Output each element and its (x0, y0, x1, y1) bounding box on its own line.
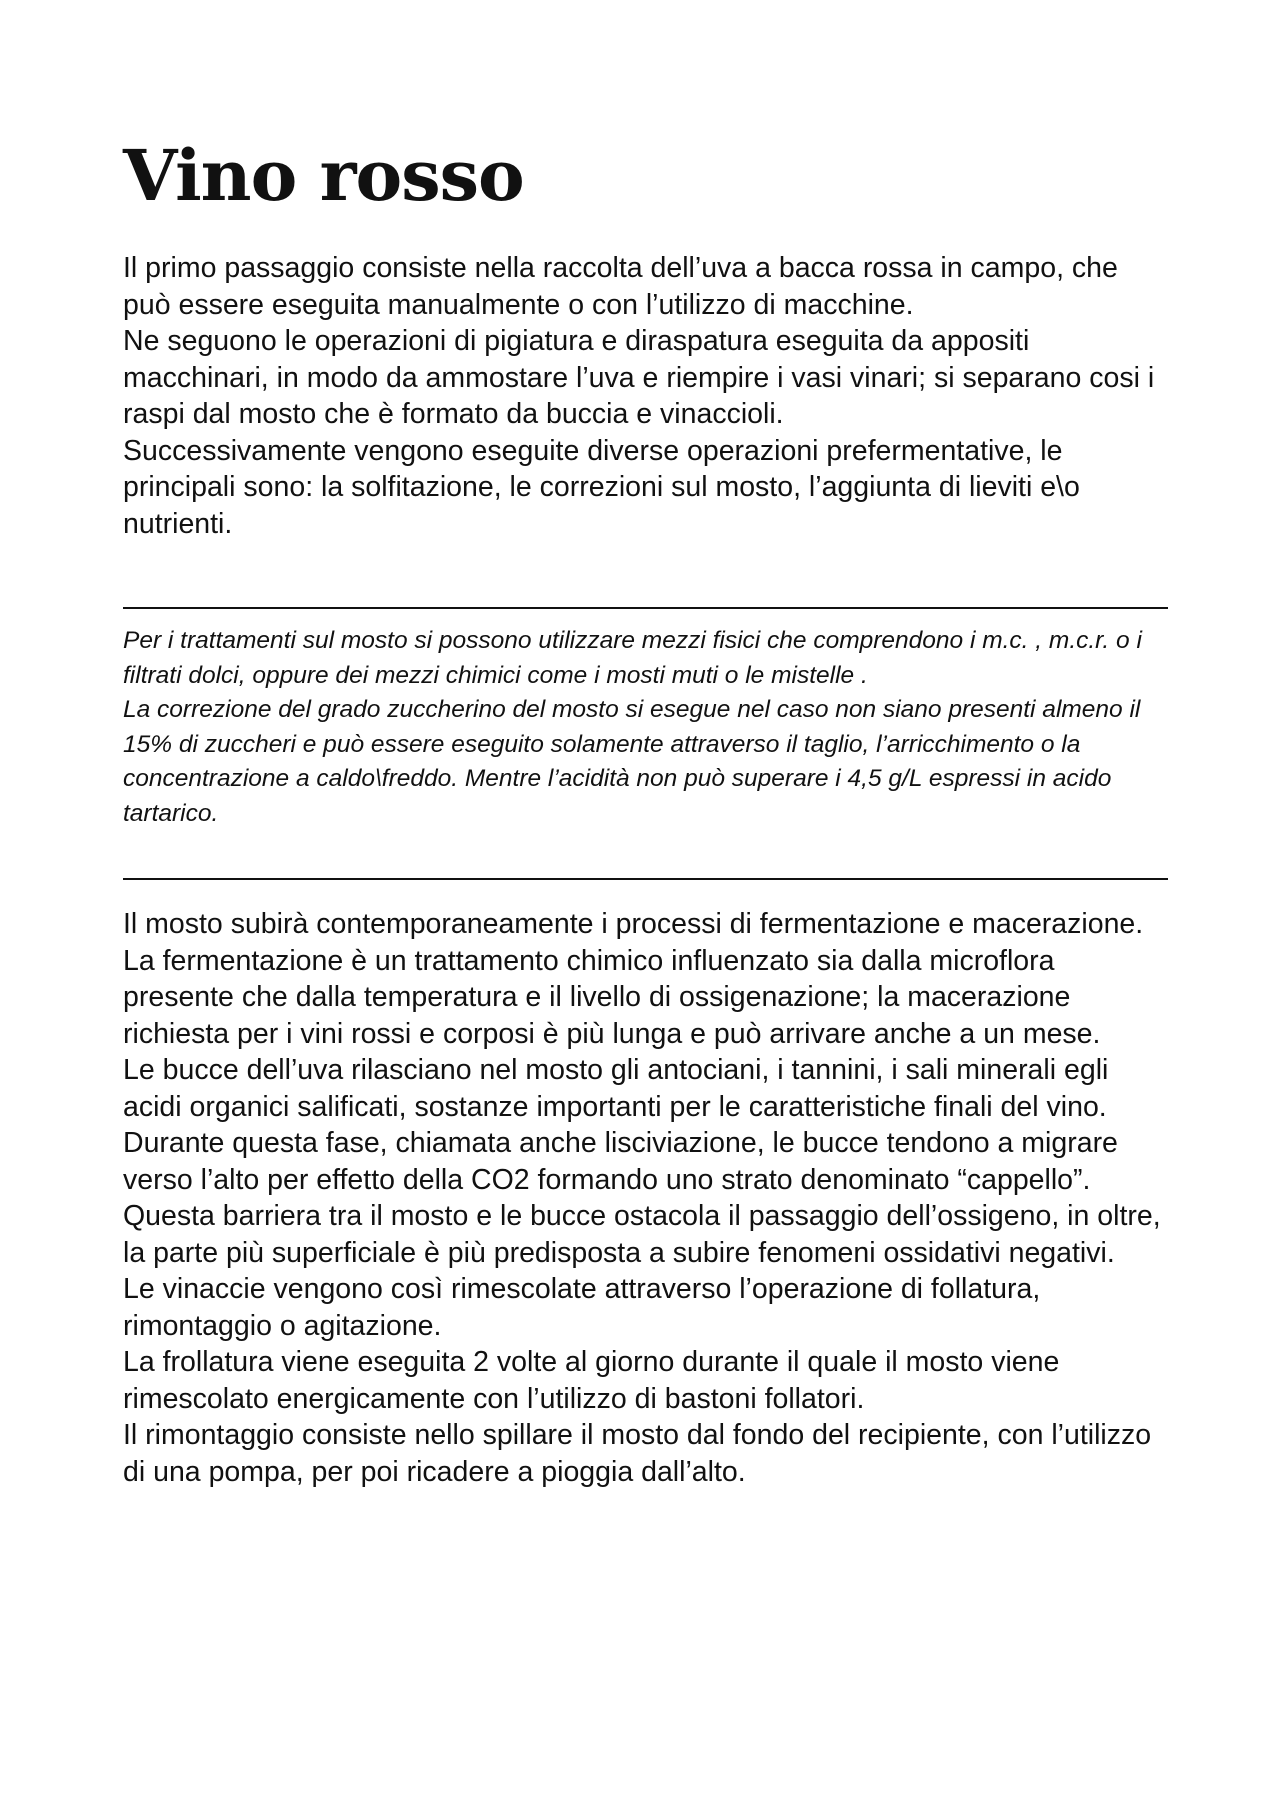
body-paragraph: Il rimontaggio consiste nello spillare il mosto dal fondo del recipiente, con l’utilizzo di una pompa, per poi ricadere a pioggia dall’alto. (123, 1419, 1152, 1488)
note-paragraph: La correzione del grado zuccherino del mosto si esegue nel caso non siano presenti almeno il 15% di zuccheri e può essere eseguito solamente attraverso il taglio, l’arricchimento o la concentrazione a caldo\freddo. Mentre l’acidità non può superare i 4,5 g/L espressi in acido tartarico. (123, 696, 1141, 827)
body-section (123, 906, 1168, 1490)
intro-paragraph: Il primo passaggio consiste nella raccolta dell’uva a bacca rossa in campo, che può essere eseguita manualmente o con l’utilizzo di macchine. (123, 252, 1118, 321)
intro-paragraph: Ne seguono le operazioni di pigiatura e diraspatura eseguita da appositi macchinari, in modo da ammostare l’uva e riempire i vasi vinari; si separano cosi i raspi dal mosto che è formato da buccia e vinaccioli. (123, 325, 1155, 430)
body-paragraph: Le bucce dell’uva rilasciano nel mosto gli antociani, i tannini, i sali minerali egli acidi organici salificati, sostanze importanti per le caratteristiche finali del vino. (123, 1054, 1109, 1123)
body-paragraph: La frollatura viene eseguita 2 volte al giorno durante il quale il mosto viene rimescolato energicamente con l’utilizzo di bastoni follatori. (123, 1346, 1060, 1415)
body-paragraph: Le vinaccie vengono così rimescolate attraverso l’operazione di follatura, rimontaggio o agitazione. (123, 1273, 1041, 1342)
body-paragraph: Il mosto subirà contemporaneamente i processi di fermentazione e macerazione. (123, 908, 1144, 940)
note-paragraph: Per i trattamenti sul mosto si possono utilizzare mezzi fisici che comprendono i m.c. , m.c.r. o i filtrati dolci, oppure dei mezzi chimici come i mosti muti o le mistelle . (123, 627, 1142, 689)
body-paragraph: Questa barriera tra il mosto e le bucce ostacola il passaggio dell’ossigeno, in oltre, la parte più superficiale è più predisposta a subire fenomeni ossidativi negativi. (123, 1200, 1161, 1269)
intro-section (123, 250, 1168, 542)
body-paragraph: Durante questa fase, chiamata anche lisciviazione, le bucce tendono a migrare verso l’alto per effetto della CO2 formando uno strato denominato “cappello”. (123, 1127, 1118, 1196)
note-box (123, 624, 1168, 831)
note-top-divider (123, 607, 1168, 609)
page-title: Vino rosso (123, 134, 524, 217)
intro-paragraph: Successivamente vengono eseguite diverse operazioni prefermentative, le principali sono: la solfitazione, le correzioni sul mosto, l’aggiunta di lieviti e\o nutrienti. (123, 434, 1080, 540)
note-bottom-divider (123, 878, 1168, 880)
body-paragraph: La fermentazione è un trattamento chimico influenzato sia dalla microflora presente che dalla temperatura e il livello di ossigenazione; la macerazione richiesta per i vini rossi e corposi è più lunga e può arrivare anche a un mese. (123, 944, 1101, 1050)
